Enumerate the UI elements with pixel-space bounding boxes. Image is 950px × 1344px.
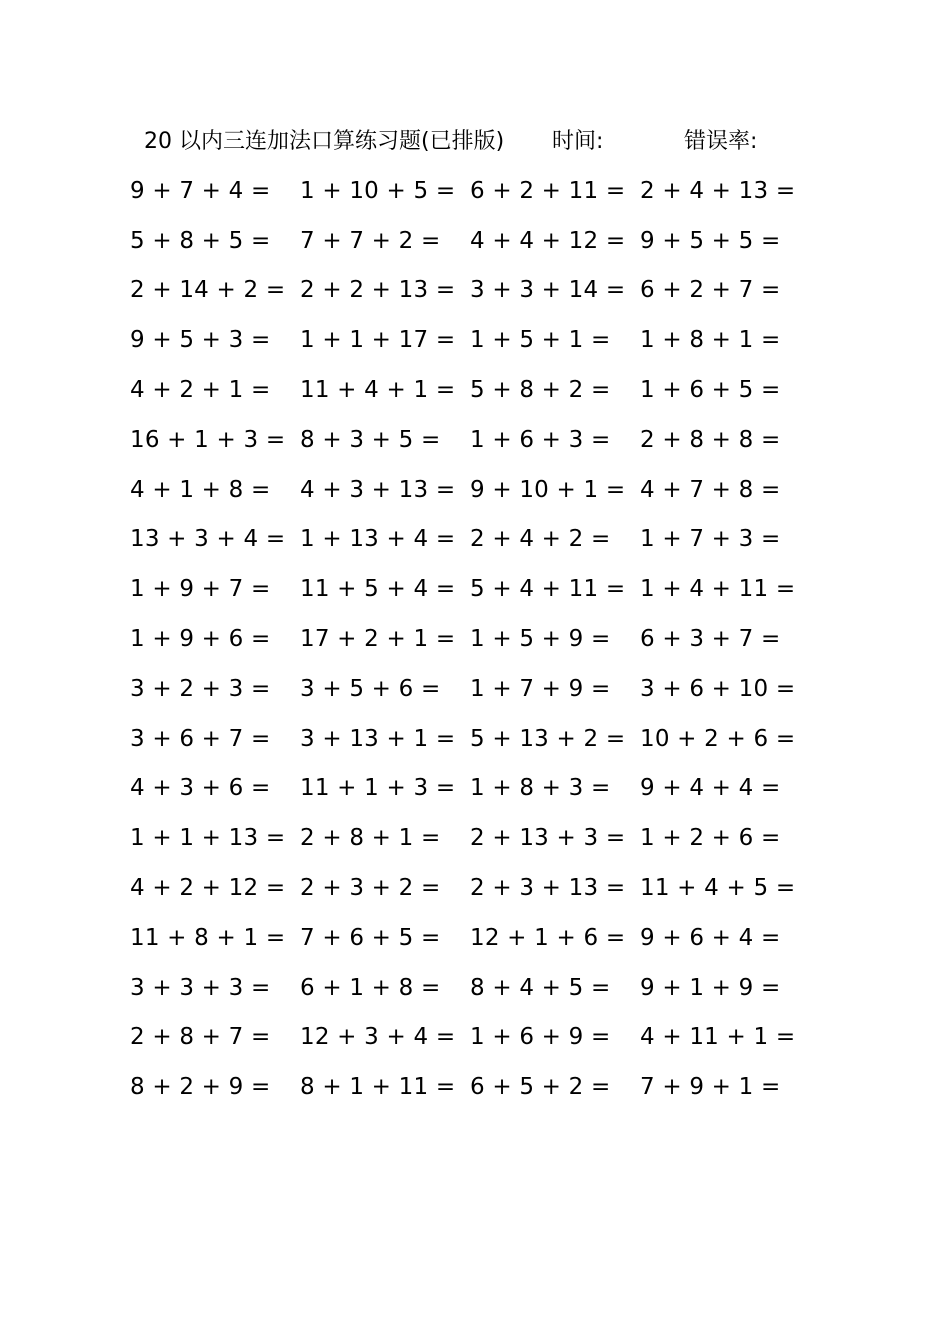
problem-row — [130, 415, 810, 465]
problem-item: 3 + 6 + 7 = — [130, 725, 271, 752]
problem-item: 1 + 7 + 9 = — [470, 675, 611, 702]
problem-item: 1 + 1 + 17 = — [300, 327, 456, 354]
problem-item: 9 + 1 + 9 = — [640, 974, 781, 1001]
problem-item: 1 + 10 + 5 = — [300, 177, 456, 204]
problem-item: 9 + 6 + 4 = — [640, 924, 781, 951]
problem-item: 2 + 4 + 2 = — [470, 526, 611, 553]
problem-row — [130, 365, 810, 415]
problem-row — [130, 714, 810, 764]
problem-row — [130, 315, 810, 365]
problem-item: 1 + 9 + 7 = — [130, 576, 271, 603]
problem-item: 4 + 4 + 12 = — [470, 227, 626, 254]
problem-item: 5 + 4 + 11 = — [470, 576, 626, 603]
problem-item: 7 + 7 + 2 = — [300, 227, 441, 254]
problem-item: 2 + 3 + 2 = — [300, 875, 441, 902]
problem-item: 4 + 2 + 1 = — [130, 377, 271, 404]
problem-item: 11 + 4 + 5 = — [640, 875, 796, 902]
problem-item: 1 + 1 + 13 = — [130, 825, 286, 852]
problem-item: 13 + 3 + 4 = — [130, 526, 286, 553]
problem-item: 6 + 5 + 2 = — [470, 1074, 611, 1101]
problem-item: 8 + 2 + 9 = — [130, 1074, 271, 1101]
problem-row — [130, 564, 810, 614]
problem-item: 11 + 5 + 4 = — [300, 576, 456, 603]
problem-item: 2 + 14 + 2 = — [130, 277, 286, 304]
problem-item: 4 + 1 + 8 = — [130, 476, 271, 503]
problem-item: 5 + 13 + 2 = — [470, 725, 626, 752]
problem-row — [130, 166, 810, 216]
problem-item: 16 + 1 + 3 = — [130, 426, 286, 453]
problem-item: 1 + 7 + 3 = — [640, 526, 781, 553]
problem-item: 11 + 8 + 1 = — [130, 924, 286, 951]
problem-row — [130, 764, 810, 814]
problem-item: 6 + 2 + 11 = — [470, 177, 626, 204]
problem-item: 3 + 6 + 10 = — [640, 675, 796, 702]
error-rate-label: 错误率: — [684, 129, 758, 154]
problem-item: 11 + 4 + 1 = — [300, 377, 456, 404]
problem-item: 4 + 11 + 1 = — [640, 1024, 796, 1051]
problem-row — [130, 963, 810, 1013]
time-label: 时间: — [552, 129, 604, 154]
problem-item: 1 + 2 + 6 = — [640, 825, 781, 852]
problem-item: 2 + 13 + 3 = — [470, 825, 626, 852]
problem-item: 9 + 5 + 3 = — [130, 327, 271, 354]
problem-row — [130, 1062, 810, 1112]
problem-row — [130, 515, 810, 565]
problem-item: 1 + 8 + 1 = — [640, 327, 781, 354]
problem-item: 1 + 13 + 4 = — [300, 526, 456, 553]
problem-item: 12 + 1 + 6 = — [470, 924, 626, 951]
problem-item: 1 + 4 + 11 = — [640, 576, 796, 603]
problem-item: 2 + 4 + 13 = — [640, 177, 796, 204]
problem-item: 6 + 3 + 7 = — [640, 626, 781, 653]
problem-item: 3 + 13 + 1 = — [300, 725, 456, 752]
problem-row — [130, 664, 810, 714]
problem-item: 1 + 5 + 1 = — [470, 327, 611, 354]
problem-item: 8 + 1 + 11 = — [300, 1074, 456, 1101]
problem-item: 4 + 2 + 12 = — [130, 875, 286, 902]
problem-item: 5 + 8 + 2 = — [470, 377, 611, 404]
problem-item: 11 + 1 + 3 = — [300, 775, 456, 802]
problem-row — [130, 266, 810, 316]
problem-item: 1 + 6 + 5 = — [640, 377, 781, 404]
problem-item: 9 + 7 + 4 = — [130, 177, 271, 204]
problem-item: 2 + 2 + 13 = — [300, 277, 456, 304]
problem-item: 2 + 8 + 7 = — [130, 1024, 271, 1051]
problem-grid — [130, 166, 810, 1112]
problem-row — [130, 913, 810, 963]
problem-row — [130, 216, 810, 266]
problem-item: 2 + 8 + 1 = — [300, 825, 441, 852]
problem-item: 9 + 5 + 5 = — [640, 227, 781, 254]
problem-row — [130, 863, 810, 913]
problem-item: 1 + 5 + 9 = — [470, 626, 611, 653]
problem-item: 6 + 1 + 8 = — [300, 974, 441, 1001]
problem-item: 1 + 9 + 6 = — [130, 626, 271, 653]
problem-item: 2 + 3 + 13 = — [470, 875, 626, 902]
problem-item: 4 + 3 + 13 = — [300, 476, 456, 503]
problem-item: 4 + 7 + 8 = — [640, 476, 781, 503]
problem-item: 8 + 4 + 5 = — [470, 974, 611, 1001]
problem-item: 1 + 6 + 3 = — [470, 426, 611, 453]
worksheet-title: 20 以内三连加法口算练习题(已排版) — [144, 129, 505, 154]
problem-row — [130, 465, 810, 515]
problem-item: 9 + 4 + 4 = — [640, 775, 781, 802]
problem-item: 3 + 5 + 6 = — [300, 675, 441, 702]
problem-item: 7 + 6 + 5 = — [300, 924, 441, 951]
worksheet-header — [144, 124, 784, 160]
problem-item: 9 + 10 + 1 = — [470, 476, 626, 503]
problem-item: 3 + 3 + 14 = — [470, 277, 626, 304]
problem-item: 1 + 6 + 9 = — [470, 1024, 611, 1051]
problem-item: 8 + 3 + 5 = — [300, 426, 441, 453]
problem-row — [130, 614, 810, 664]
problem-item: 7 + 9 + 1 = — [640, 1074, 781, 1101]
problem-item: 5 + 8 + 5 = — [130, 227, 271, 254]
problem-item: 4 + 3 + 6 = — [130, 775, 271, 802]
problem-item: 2 + 8 + 8 = — [640, 426, 781, 453]
problem-row — [130, 813, 810, 863]
problem-item: 12 + 3 + 4 = — [300, 1024, 456, 1051]
problem-item: 1 + 8 + 3 = — [470, 775, 611, 802]
problem-item: 10 + 2 + 6 = — [640, 725, 796, 752]
problem-item: 3 + 2 + 3 = — [130, 675, 271, 702]
problem-item: 17 + 2 + 1 = — [300, 626, 456, 653]
problem-item: 6 + 2 + 7 = — [640, 277, 781, 304]
problem-row — [130, 1013, 810, 1063]
problem-item: 3 + 3 + 3 = — [130, 974, 271, 1001]
